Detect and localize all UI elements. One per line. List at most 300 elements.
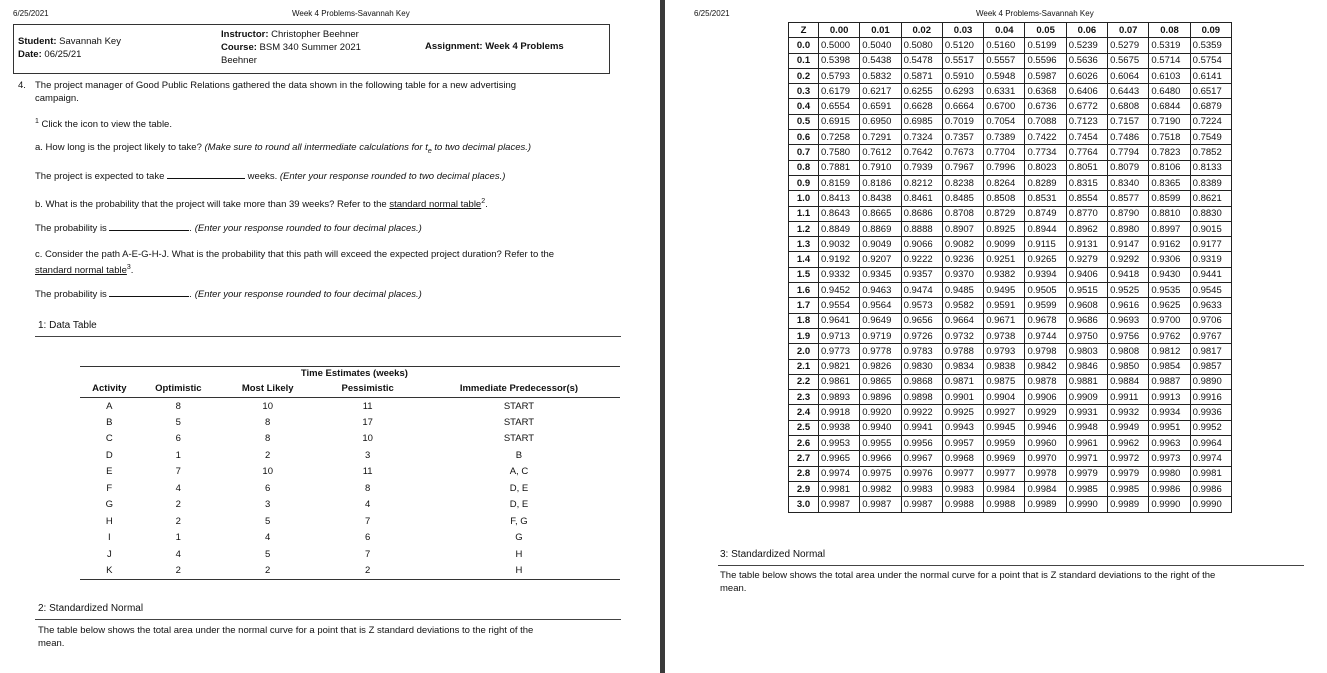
z-table-cell: 0.9989 bbox=[1108, 497, 1149, 512]
z-table-cell: 0.9969 bbox=[984, 451, 1025, 466]
assignment-label: Assignment: bbox=[425, 41, 483, 52]
z-table-cell: 0.7996 bbox=[984, 160, 1025, 175]
z-table-cell: 0.9904 bbox=[984, 390, 1025, 405]
z-table-cell: 0.9927 bbox=[984, 405, 1025, 420]
z-table-cell: 0.9700 bbox=[1149, 313, 1190, 328]
z-table-cell: 0.9929 bbox=[1025, 405, 1066, 420]
table-cell: J bbox=[106, 548, 112, 560]
z-table-cell: 0.9599 bbox=[1025, 298, 1066, 313]
z-col-header: 0.03 bbox=[942, 23, 983, 38]
z-row-label: 0.5 bbox=[789, 114, 819, 129]
z-table-cell: 0.8438 bbox=[860, 191, 901, 206]
z-row-label: 0.0 bbox=[789, 38, 819, 53]
table-cell: 2 bbox=[139, 563, 218, 580]
table-cell: G bbox=[105, 499, 114, 511]
z-table-row bbox=[789, 359, 1232, 374]
z-table-cell: 0.9066 bbox=[901, 237, 942, 252]
date-label: Date: bbox=[18, 49, 42, 60]
z-table-cell: 0.9957 bbox=[942, 436, 983, 451]
z-table-cell: 0.6915 bbox=[819, 114, 860, 129]
z-table-cell: 0.9773 bbox=[819, 344, 860, 359]
std-normal-desc-2-line1: The table below shows the total area under the normal curve for a point that is Z standard deviations to the right of the bbox=[38, 625, 534, 636]
z-table-cell: 0.9953 bbox=[819, 436, 860, 451]
z-table-row bbox=[789, 466, 1232, 481]
z-table-cell: 0.9115 bbox=[1025, 237, 1066, 252]
z-table-row bbox=[789, 160, 1232, 175]
z-col-header: 0.07 bbox=[1108, 23, 1149, 38]
z-table-cell: 0.9943 bbox=[942, 420, 983, 435]
table-cell: 2 bbox=[175, 515, 181, 527]
z-table-cell: 0.6628 bbox=[901, 99, 942, 114]
z-table-cell: 0.9898 bbox=[901, 390, 942, 405]
z-row-label: 1.4 bbox=[789, 252, 819, 267]
z-table-cell: 0.8686 bbox=[901, 206, 942, 221]
course-label: Course: bbox=[221, 42, 257, 53]
footnote-marker: 1 bbox=[35, 118, 39, 125]
z-table-cell: 0.9345 bbox=[860, 267, 901, 282]
footnote bbox=[35, 115, 172, 131]
z-table-cell: 0.8461 bbox=[901, 191, 942, 206]
z-table-cell: 0.9865 bbox=[860, 374, 901, 389]
z-table-cell: 0.6141 bbox=[1190, 68, 1231, 83]
z-table-cell: 0.9525 bbox=[1108, 283, 1149, 298]
data-table-title: 1: Data Table bbox=[38, 320, 97, 331]
z-table-cell: 0.6808 bbox=[1108, 99, 1149, 114]
z-row-label: 0.1 bbox=[789, 53, 819, 68]
z-table-cell: 0.5754 bbox=[1190, 53, 1231, 68]
z-table-cell: 0.6026 bbox=[1066, 68, 1107, 83]
z-table-cell: 0.9649 bbox=[860, 313, 901, 328]
z-table-cell: 0.5199 bbox=[1025, 38, 1066, 53]
z-table-cell: 0.7794 bbox=[1108, 145, 1149, 160]
z-table-cell: 0.9671 bbox=[984, 313, 1025, 328]
z-table-cell: 0.8770 bbox=[1066, 206, 1107, 221]
z-row-label: 2.7 bbox=[789, 451, 819, 466]
z-table-cell: 0.8554 bbox=[1066, 191, 1107, 206]
z-table-cell: 0.9973 bbox=[1149, 451, 1190, 466]
part-b-sup: 2 bbox=[481, 198, 486, 205]
z-table-cell: 0.9977 bbox=[942, 466, 983, 481]
z-table-row bbox=[789, 206, 1232, 221]
question-intro-line2: campaign. bbox=[35, 93, 79, 104]
z-table-cell: 0.5832 bbox=[860, 68, 901, 83]
z-table-cell: 0.9979 bbox=[1066, 466, 1107, 481]
z-table-row bbox=[789, 191, 1232, 206]
expected-weeks-input[interactable] bbox=[167, 169, 245, 179]
prob-b-prefix: The probability is bbox=[35, 223, 107, 234]
table-row bbox=[80, 530, 620, 547]
z-col-header: 0.00 bbox=[819, 23, 860, 38]
course-value-line2: Beehner bbox=[221, 55, 257, 66]
table-row bbox=[80, 414, 620, 431]
table-cell: D, E bbox=[509, 499, 529, 511]
table-cell: START bbox=[503, 416, 535, 428]
z-table-cell: 0.8997 bbox=[1149, 221, 1190, 236]
z-table-cell: 0.8729 bbox=[984, 206, 1025, 221]
z-table-cell: 0.9977 bbox=[984, 466, 1025, 481]
z-table-cell: 0.9986 bbox=[1149, 481, 1190, 496]
left-page bbox=[0, 0, 660, 673]
z-table-cell: 0.9938 bbox=[819, 420, 860, 435]
z-table-cell: 0.9985 bbox=[1066, 481, 1107, 496]
z-table-row bbox=[789, 390, 1232, 405]
std-normal-rule-3 bbox=[718, 565, 1304, 566]
z-table-cell: 0.9974 bbox=[819, 466, 860, 481]
table-cell: A bbox=[106, 400, 113, 412]
z-table-cell: 0.9830 bbox=[901, 359, 942, 374]
z-table-cell: 0.9975 bbox=[860, 466, 901, 481]
z-table-cell: 0.6736 bbox=[1025, 99, 1066, 114]
z-col-header: 0.06 bbox=[1066, 23, 1107, 38]
z-table-cell: 0.7088 bbox=[1025, 114, 1066, 129]
z-table-cell: 0.6406 bbox=[1066, 84, 1107, 99]
table-cell: 5 bbox=[265, 515, 271, 527]
z-table-cell: 0.5987 bbox=[1025, 68, 1066, 83]
z-table-cell: 0.7704 bbox=[984, 145, 1025, 160]
z-table-cell: 0.9931 bbox=[1066, 405, 1107, 420]
z-table bbox=[788, 22, 1232, 513]
z-table-cell: 0.9306 bbox=[1149, 252, 1190, 267]
z-table-row bbox=[789, 130, 1232, 145]
z-row-label: 1.9 bbox=[789, 328, 819, 343]
z-table-row bbox=[789, 313, 1232, 328]
z-table-cell: 0.9582 bbox=[942, 298, 983, 313]
z-table-cell: 0.9979 bbox=[1108, 466, 1149, 481]
z-row-label: 2.0 bbox=[789, 344, 819, 359]
z-table-cell: 0.7881 bbox=[819, 160, 860, 175]
z-table-row bbox=[789, 114, 1232, 129]
table-cell: 2 bbox=[175, 499, 181, 511]
z-table-cell: 0.9968 bbox=[942, 451, 983, 466]
table-row bbox=[80, 497, 620, 514]
z-table-cell: 0.9798 bbox=[1025, 344, 1066, 359]
z-table-cell: 0.8023 bbox=[1025, 160, 1066, 175]
z-table-cell: 0.9732 bbox=[942, 328, 983, 343]
header-date-right: 6/25/2021 bbox=[694, 9, 730, 18]
z-row-label: 2.4 bbox=[789, 405, 819, 420]
z-table-cell: 0.5438 bbox=[860, 53, 901, 68]
table-cell: 2 bbox=[317, 563, 418, 580]
z-table-cell: 0.8888 bbox=[901, 221, 942, 236]
z-table-cell: 0.9719 bbox=[860, 328, 901, 343]
z-table-cell: 0.9932 bbox=[1108, 405, 1149, 420]
table-cell: START bbox=[503, 433, 535, 445]
z-table-cell: 0.9940 bbox=[860, 420, 901, 435]
z-table-cell: 0.9452 bbox=[819, 283, 860, 298]
z-table-row bbox=[789, 481, 1232, 496]
table-cell: 4 bbox=[175, 482, 181, 494]
data-col-header: Most Likely bbox=[218, 381, 317, 398]
z-table-cell: 0.9989 bbox=[1025, 497, 1066, 512]
expected-prefix: The project is expected to take bbox=[35, 171, 165, 182]
std-normal-desc-3 bbox=[720, 569, 1310, 595]
z-table-cell: 0.8289 bbox=[1025, 175, 1066, 190]
z-table-cell: 0.5675 bbox=[1108, 53, 1149, 68]
z-table-cell: 0.9762 bbox=[1149, 328, 1190, 343]
z-table-cell: 0.8925 bbox=[984, 221, 1025, 236]
z-table-cell: 0.9901 bbox=[942, 390, 983, 405]
z-table-cell: 0.6480 bbox=[1149, 84, 1190, 99]
data-col-header: Immediate Predecessor(s) bbox=[418, 381, 620, 398]
z-table-cell: 0.8599 bbox=[1149, 191, 1190, 206]
z-table-cell: 0.7612 bbox=[860, 145, 901, 160]
z-table-cell: 0.9887 bbox=[1149, 374, 1190, 389]
z-row-label: 3.0 bbox=[789, 497, 819, 512]
z-table-cell: 0.9826 bbox=[860, 359, 901, 374]
table-cell: G bbox=[515, 532, 523, 544]
z-row-label: 1.1 bbox=[789, 206, 819, 221]
table-cell: D bbox=[105, 449, 113, 461]
z-table-cell: 0.7291 bbox=[860, 130, 901, 145]
z-table-cell: 0.9990 bbox=[1066, 497, 1107, 512]
z-row-label: 0.8 bbox=[789, 160, 819, 175]
z-table-cell: 0.8106 bbox=[1149, 160, 1190, 175]
z-table-cell: 0.9990 bbox=[1149, 497, 1190, 512]
footnote-link[interactable]: Click the icon to view the table. bbox=[41, 119, 172, 131]
info-box bbox=[13, 24, 610, 74]
table-cell: 2 bbox=[265, 449, 271, 461]
table-cell: C bbox=[105, 433, 113, 445]
assignment-block bbox=[425, 41, 564, 52]
z-table-cell: 0.7823 bbox=[1149, 145, 1190, 160]
z-table-cell: 0.9906 bbox=[1025, 390, 1066, 405]
z-table-cell: 0.9778 bbox=[860, 344, 901, 359]
z-table-cell: 0.9990 bbox=[1190, 497, 1231, 512]
z-table-cell: 0.9988 bbox=[942, 497, 983, 512]
z-table-cell: 0.9854 bbox=[1149, 359, 1190, 374]
z-table-cell: 0.5319 bbox=[1149, 38, 1190, 53]
z-table-cell: 0.9946 bbox=[1025, 420, 1066, 435]
table-cell: 11 bbox=[362, 466, 373, 478]
table-cell: B bbox=[106, 416, 113, 428]
z-table-cell: 0.8944 bbox=[1025, 221, 1066, 236]
expected-suffix: weeks. bbox=[247, 171, 278, 182]
z-row-label: 1.3 bbox=[789, 237, 819, 252]
z-table-cell: 0.8577 bbox=[1108, 191, 1149, 206]
prob-b-instruction: . (Enter your response rounded to four decimal places.) bbox=[189, 223, 422, 234]
z-table-cell: 0.9678 bbox=[1025, 313, 1066, 328]
table-cell: F, G bbox=[510, 515, 528, 527]
z-table-cell: 0.5871 bbox=[901, 68, 942, 83]
z-table-cell: 0.9131 bbox=[1066, 237, 1107, 252]
z-table-cell: 0.8212 bbox=[901, 175, 942, 190]
z-table-cell: 0.9713 bbox=[819, 328, 860, 343]
z-table-cell: 0.9049 bbox=[860, 237, 901, 252]
z-table-cell: 0.7157 bbox=[1108, 114, 1149, 129]
part-c-text: c. Consider the path A-E-G-H-J. What is the probability that this path will exceed the expected project duration? Refer to the bbox=[35, 249, 555, 260]
z-table-cell: 0.9817 bbox=[1190, 344, 1231, 359]
z-table-cell: 0.9913 bbox=[1149, 390, 1190, 405]
z-table-cell: 0.9015 bbox=[1190, 221, 1231, 236]
prob-c-instruction: . (Enter your response rounded to four decimal places.) bbox=[189, 289, 422, 300]
z-table-cell: 0.9332 bbox=[819, 267, 860, 282]
question-intro bbox=[35, 79, 615, 105]
header-date: 6/25/2021 bbox=[13, 9, 49, 18]
z-table-cell: 0.9984 bbox=[984, 481, 1025, 496]
z-table-row bbox=[789, 497, 1232, 512]
z-table-cell: 0.5080 bbox=[901, 38, 942, 53]
z-table-cell: 0.9956 bbox=[901, 436, 942, 451]
z-table-cell: 0.9633 bbox=[1190, 298, 1231, 313]
z-table-cell: 0.7357 bbox=[942, 130, 983, 145]
std-normal-desc-2 bbox=[38, 624, 628, 650]
z-table-cell: 0.6255 bbox=[901, 84, 942, 99]
z-table-cell: 0.8159 bbox=[819, 175, 860, 190]
part-c-std-normal-link[interactable]: standard normal table bbox=[35, 265, 127, 277]
data-col-header: Activity bbox=[80, 381, 139, 398]
prob-c-input[interactable] bbox=[109, 287, 189, 297]
z-table-cell: 0.8133 bbox=[1190, 160, 1231, 175]
z-table-cell: 0.9485 bbox=[942, 283, 983, 298]
z-row-label: 1.5 bbox=[789, 267, 819, 282]
z-table-cell: 0.6179 bbox=[819, 84, 860, 99]
z-table-cell: 0.9744 bbox=[1025, 328, 1066, 343]
z-table-cell: 0.9625 bbox=[1149, 298, 1190, 313]
z-table-cell: 0.7454 bbox=[1066, 130, 1107, 145]
z-table-cell: 0.8531 bbox=[1025, 191, 1066, 206]
z-table-cell: 0.9918 bbox=[819, 405, 860, 420]
table-cell: 2 bbox=[218, 563, 317, 580]
z-row-label: 0.3 bbox=[789, 84, 819, 99]
z-table-cell: 0.5120 bbox=[942, 38, 983, 53]
part-b-text: b. What is the probability that the project will take more than 39 weeks? Refer to the bbox=[35, 199, 387, 211]
z-table-cell: 0.9821 bbox=[819, 359, 860, 374]
z-table-cell: 0.9279 bbox=[1066, 252, 1107, 267]
z-table-cell: 0.9981 bbox=[819, 481, 860, 496]
z-table-cell: 0.6772 bbox=[1066, 99, 1107, 114]
data-col-header: Optimistic bbox=[139, 381, 218, 398]
z-table-cell: 0.9357 bbox=[901, 267, 942, 282]
z-row-label: 0.9 bbox=[789, 175, 819, 190]
z-table-cell: 0.7939 bbox=[901, 160, 942, 175]
z-table-cell: 0.9868 bbox=[901, 374, 942, 389]
prob-b-input[interactable] bbox=[109, 221, 189, 231]
z-table-cell: 0.9505 bbox=[1025, 283, 1066, 298]
table-row bbox=[80, 563, 620, 580]
z-table-row bbox=[789, 145, 1232, 160]
table-row bbox=[80, 546, 620, 563]
z-table-cell: 0.5279 bbox=[1108, 38, 1149, 53]
z-table-cell: 0.9706 bbox=[1190, 313, 1231, 328]
z-table-cell: 0.9948 bbox=[1066, 420, 1107, 435]
z-table-cell: 0.8962 bbox=[1066, 221, 1107, 236]
z-table-row bbox=[789, 374, 1232, 389]
z-col-header: 0.08 bbox=[1149, 23, 1190, 38]
z-table-cell: 0.9082 bbox=[942, 237, 983, 252]
z-table-cell: 0.6844 bbox=[1149, 99, 1190, 114]
z-table-cell: 0.5596 bbox=[1025, 53, 1066, 68]
z-table-cell: 0.8079 bbox=[1108, 160, 1149, 175]
z-row-label: 1.0 bbox=[789, 191, 819, 206]
table-cell: H bbox=[515, 548, 523, 560]
z-table-cell: 0.9916 bbox=[1190, 390, 1231, 405]
z-table-cell: 0.9983 bbox=[942, 481, 983, 496]
z-table-cell: 0.9222 bbox=[901, 252, 942, 267]
z-table-cell: 0.9591 bbox=[984, 298, 1025, 313]
z-table-cell: 0.6293 bbox=[942, 84, 983, 99]
z-table-cell: 0.8790 bbox=[1108, 206, 1149, 221]
table-cell: 7 bbox=[365, 548, 371, 560]
z-table-row bbox=[789, 283, 1232, 298]
z-table-cell: 0.9881 bbox=[1066, 374, 1107, 389]
z-table-row bbox=[789, 451, 1232, 466]
z-table-cell: 0.9192 bbox=[819, 252, 860, 267]
z-table-row bbox=[789, 328, 1232, 343]
z-table-cell: 0.9893 bbox=[819, 390, 860, 405]
z-table-cell: 0.7910 bbox=[860, 160, 901, 175]
z-table-cell: 0.9983 bbox=[901, 481, 942, 496]
z-table-cell: 0.9236 bbox=[942, 252, 983, 267]
part-a-answer bbox=[35, 169, 505, 183]
z-table-cell: 0.7224 bbox=[1190, 114, 1231, 129]
data-table bbox=[80, 366, 620, 580]
z-table-cell: 0.9564 bbox=[860, 298, 901, 313]
table-cell: 1 bbox=[175, 532, 181, 544]
z-table-cell: 0.8665 bbox=[860, 206, 901, 221]
z-table-cell: 0.7486 bbox=[1108, 130, 1149, 145]
z-table-cell: 0.9878 bbox=[1025, 374, 1066, 389]
z-table-cell: 0.9987 bbox=[819, 497, 860, 512]
time-estimates-header: Time Estimates (weeks) bbox=[218, 367, 418, 381]
z-col-header: 0.05 bbox=[1025, 23, 1066, 38]
z-table-cell: 0.5557 bbox=[984, 53, 1025, 68]
instructor-value: Christopher Beehner bbox=[271, 29, 359, 40]
z-table-cell: 0.8051 bbox=[1066, 160, 1107, 175]
z-table-cell: 0.9370 bbox=[942, 267, 983, 282]
z-table-cell: 0.9966 bbox=[860, 451, 901, 466]
z-table-row bbox=[789, 237, 1232, 252]
z-col-header: 0.01 bbox=[860, 23, 901, 38]
z-table-cell: 0.8365 bbox=[1149, 175, 1190, 190]
z-table-cell: 0.9988 bbox=[984, 497, 1025, 512]
z-table-row bbox=[789, 221, 1232, 236]
z-table-cell: 0.9545 bbox=[1190, 283, 1231, 298]
z-table-cell: 0.9783 bbox=[901, 344, 942, 359]
z-table-cell: 0.9463 bbox=[860, 283, 901, 298]
assignment-value: Week 4 Problems bbox=[485, 41, 564, 52]
z-table-cell: 0.8315 bbox=[1066, 175, 1107, 190]
z-table-cell: 0.9554 bbox=[819, 298, 860, 313]
z-table-cell: 0.8830 bbox=[1190, 206, 1231, 221]
z-table-cell: 0.8485 bbox=[942, 191, 983, 206]
z-table-cell: 0.9846 bbox=[1066, 359, 1107, 374]
z-row-label: 2.1 bbox=[789, 359, 819, 374]
z-table-row bbox=[789, 38, 1232, 53]
table-cell: 8 bbox=[265, 433, 271, 445]
z-table-cell: 0.9971 bbox=[1066, 451, 1107, 466]
z-table-cell: 0.7673 bbox=[942, 145, 983, 160]
z-table-cell: 0.9032 bbox=[819, 237, 860, 252]
z-table-cell: 0.6664 bbox=[942, 99, 983, 114]
table-cell: A, C bbox=[509, 466, 529, 478]
part-a-instruction: (Make sure to round all intermediate calculations for $t_e$ to two decimal places.) bbox=[204, 142, 532, 155]
z-row-label: 1.7 bbox=[789, 298, 819, 313]
z-table-cell: 0.6217 bbox=[860, 84, 901, 99]
std-normal-rule-2 bbox=[35, 619, 621, 620]
z-row-label: 1.8 bbox=[789, 313, 819, 328]
z-table-cell: 0.9970 bbox=[1025, 451, 1066, 466]
z-header-cell: Z bbox=[789, 23, 819, 38]
z-table-cell: 0.9099 bbox=[984, 237, 1025, 252]
part-b-std-normal-link[interactable]: standard normal table bbox=[389, 199, 482, 211]
z-table-cell: 0.9406 bbox=[1066, 267, 1107, 282]
z-table-cell: 0.9664 bbox=[942, 313, 983, 328]
z-table-body bbox=[789, 38, 1232, 512]
z-row-label: 2.5 bbox=[789, 420, 819, 435]
z-table-cell: 0.8264 bbox=[984, 175, 1025, 190]
z-table-cell: 0.9573 bbox=[901, 298, 942, 313]
prob-c-prefix: The probability is bbox=[35, 289, 107, 300]
